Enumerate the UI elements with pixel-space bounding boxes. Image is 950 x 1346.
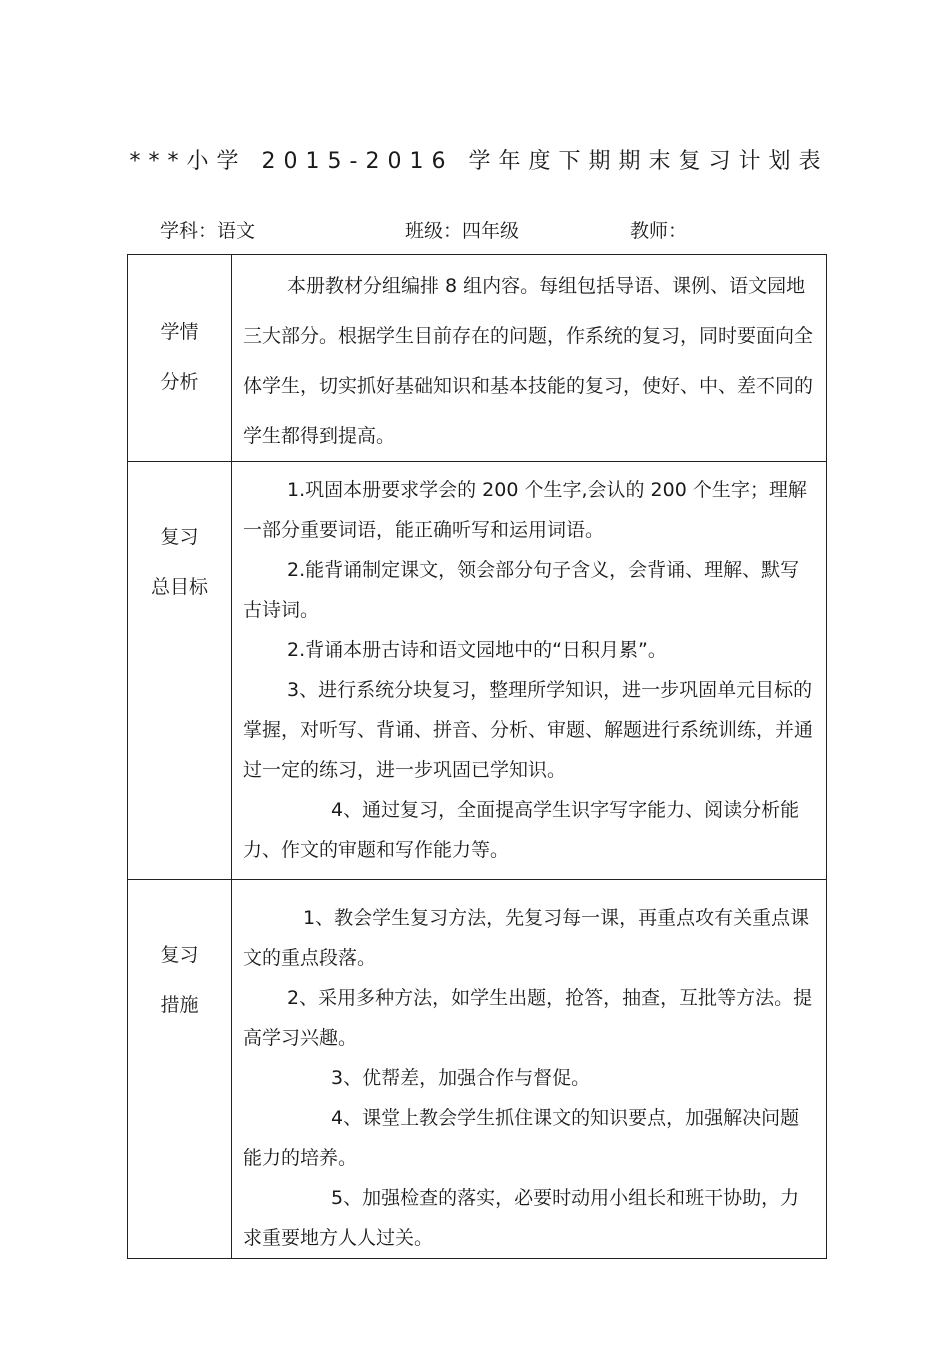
paragraph: 4、通过复习，全面提高学生识字写字能力、阅读分析能力、作文的审题和写作能力等。 (243, 799, 800, 861)
paragraph: 1、教会学生复习方法，先复习每一课，再重点攻有关重点课文的重点段落。 (243, 907, 810, 969)
row-content-cell (232, 255, 827, 462)
row-label-line: 分析 (160, 371, 199, 393)
paragraph: 1.巩固本册要求学会的 200 个生字,会认的 200 个生字；理解一部分重要词语，能正确听写和运用词语。 (243, 479, 807, 541)
table-row (128, 462, 827, 880)
row-content-cell (232, 880, 827, 1259)
row-label-line: 复习 (160, 526, 199, 548)
row-label-line: 复习 (160, 944, 199, 966)
row-label-line: 总目标 (150, 576, 208, 598)
paragraph: 5、加强检查的落实，必要时动用小组长和班干协助，力求重要地方人人过关。 (243, 1187, 800, 1249)
row-content-cell (232, 462, 827, 880)
paragraph: 4、课堂上教会学生抓住课文的知识要点，加强解决问题能力的培养。 (243, 1107, 800, 1169)
row-label-cell (128, 255, 232, 462)
paragraph: 3、优帮差，加强合作与督促。 (331, 1067, 591, 1089)
table-row (128, 255, 827, 462)
paragraph: 3、进行系统分块复习，整理所学知识，进一步巩固单元目标的掌握，对听写、背诵、拼音、分析、审题、解题进行系统训练，并通过一定的练习，进一步巩固已学知识。 (243, 679, 814, 781)
review-plan-table (127, 254, 827, 1259)
paragraph: 2、采用多种方法，如学生出题，抢答，抽查，互批等方法。提高学习兴趣。 (243, 987, 813, 1049)
row-label-cell (128, 462, 232, 880)
paragraph: 本册教材分组编排 8 组内容。每组包括导语、课例、语文园地三大部分。根据学生目前存在的问题，作系统的复习，同时要面向全体学生，切实抓好基础知识和基本技能的复习，使好、中、差不同的学生都得到提高。 (243, 275, 814, 447)
row-label-line: 学情 (160, 321, 199, 343)
paragraph: 2.背诵本册古诗和语文园地中的“日积月累”。 (287, 639, 667, 661)
row-label-cell (128, 880, 232, 1259)
page-title: ***小学 2015-2016 学年度下期期末复习计划表 (129, 149, 829, 174)
row-label-line: 措施 (160, 994, 199, 1016)
paragraph: 2.能背诵制定课文，领会部分句子含义，会背诵、理解、默写古诗词。 (243, 559, 800, 621)
table-row (128, 880, 827, 1259)
teacher-field: 教师： (630, 220, 688, 242)
subject-field: 学科：语文 (160, 220, 256, 242)
class-field: 班级：四年级 (405, 220, 520, 242)
